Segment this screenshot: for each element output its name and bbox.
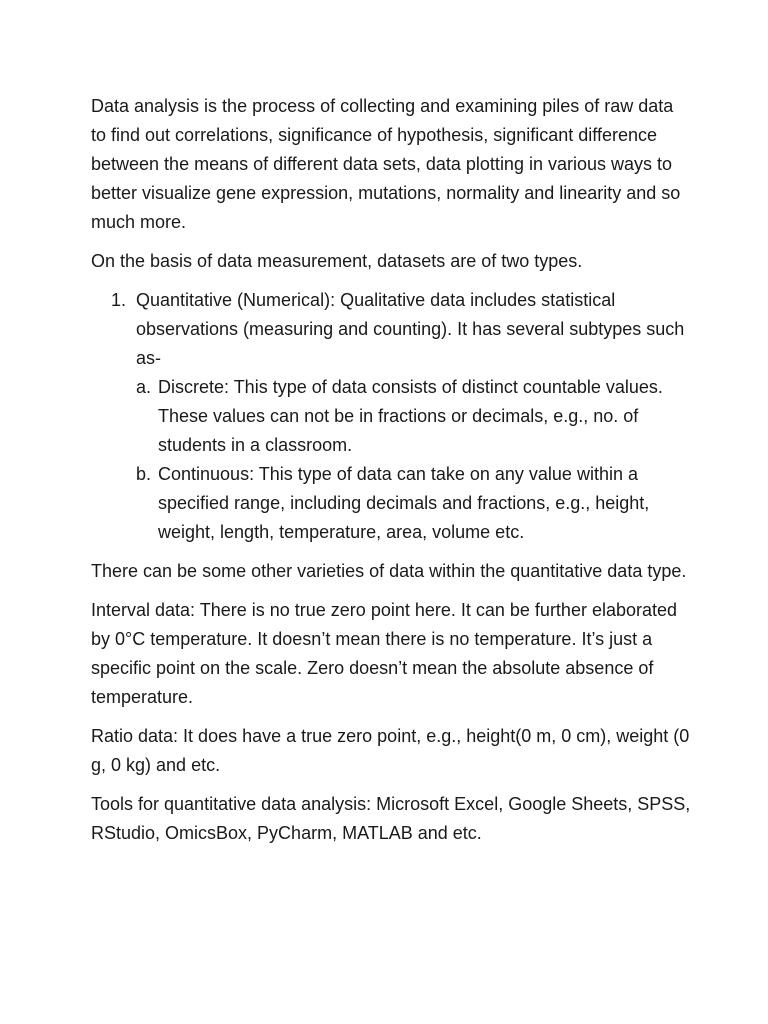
sub-list-marker: b. — [136, 464, 152, 484]
sub-list-item-continuous — [136, 460, 691, 547]
sub-list-marker: a. — [136, 377, 152, 397]
list-marker: 1. — [111, 290, 127, 310]
numbered-list — [91, 286, 691, 547]
sub-list-item-discrete — [136, 373, 691, 460]
paragraph-interval-data: Interval data: There is no true zero point here. It can be further elaborated by 0°C temperature. It doesn’t mean there is no temperature. It’s just a specific point on the scale. Zero doesn’t mean the absolute absence of temperature. — [91, 600, 678, 707]
sub-list-item-text: Discrete: This type of data consists of distinct countable values. These values can not be in fractions or decimals, e.g., no. of students in a classroom. — [158, 377, 663, 455]
list-item-quantitative — [91, 286, 691, 547]
sub-list — [136, 373, 691, 547]
paragraph-intro: Data analysis is the process of collecting and examining piles of raw data to find out correlations, significance of hypothesis, significant difference between the means of different data sets, data plotting in various ways to better visualize gene expression, mutations, normality and linearity and so much more. — [91, 96, 681, 232]
sub-list-item-text: Continuous: This type of data can take on any value within a specified range, including decimals and fractions, e.g., height, weight, length, temperature, area, volume etc. — [158, 464, 650, 542]
paragraph-tools: Tools for quantitative data analysis: Microsoft Excel, Google Sheets, SPSS, RStudio, OmicsBox, PyCharm, MATLAB and etc. — [91, 794, 691, 843]
list-item-text: Quantitative (Numerical): Qualitative data includes statistical observations (measuring and counting). It has several subtypes such as- — [136, 290, 685, 368]
paragraph-basis: On the basis of data measurement, datasets are of two types. — [91, 251, 583, 271]
paragraph-varieties: There can be some other varieties of data within the quantitative data type. — [91, 561, 687, 581]
paragraph-ratio-data: Ratio data: It does have a true zero point, e.g., height(0 m, 0 cm), weight (0 g, 0 kg) and etc. — [91, 726, 690, 775]
document-body — [91, 92, 691, 858]
